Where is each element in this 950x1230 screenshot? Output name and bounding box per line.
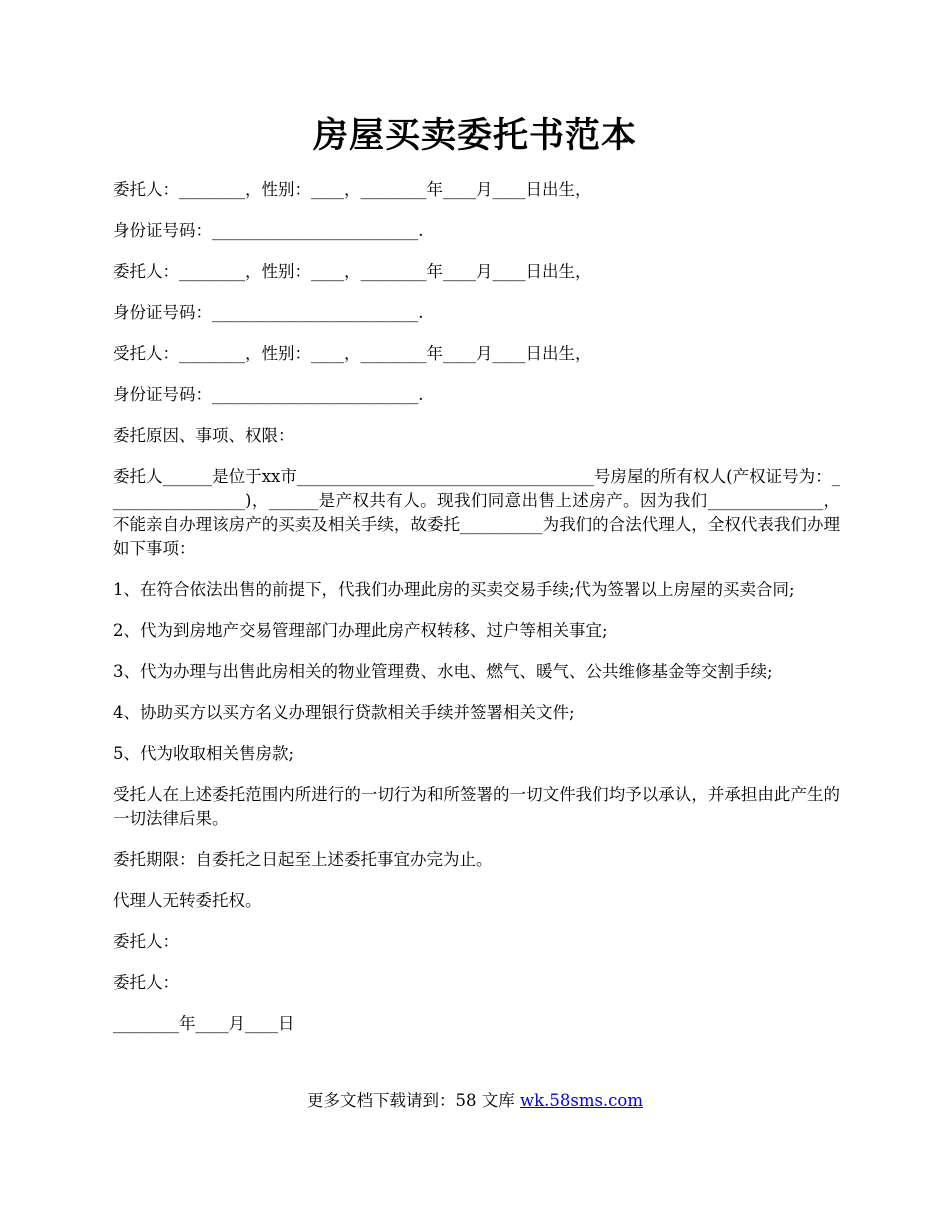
footer bbox=[0, 1089, 950, 1113]
delegation-paragraph: 委托人______是位于xx市____________________________________号房屋的所有权人(产权证号为：_________________)，______是产权共有人。现我们同意出售上述房产。因为我们______________，不能亲自办理该房产的买卖及相关手续，故委托__________为我们的合法代理人，全权代表我们办理如下事项： bbox=[113, 467, 840, 558]
clause-principal-2: 委托人：________，性别：____，________年____月____日出生， bbox=[113, 262, 592, 281]
no-subdelegation: 代理人无转委托权。 bbox=[113, 891, 262, 910]
item-5: 5、代为收取相关售房款; bbox=[113, 744, 295, 763]
id-number-line-3: 身份证号码：_________________________. bbox=[113, 385, 424, 404]
id-number-line-2: 身份证号码：_________________________. bbox=[113, 303, 424, 322]
clause-principal-1: 委托人：________，性别：____，________年____月____日出生， bbox=[113, 180, 592, 199]
item-2: 2、代为到房地产交易管理部门办理此房产权转移、过户等相关事宜; bbox=[113, 621, 608, 640]
term-paragraph: 委托期限：自委托之日起至上述委托事宜办完为止。 bbox=[113, 850, 493, 869]
signature-principal-1: 委托人： bbox=[113, 932, 179, 951]
item-1: 1、在符合依法出售的前提下，代我们办理此房的买卖交易手续;代为签署以上房屋的买卖合同; bbox=[113, 580, 795, 599]
signature-date: ________年____月____日 bbox=[113, 1014, 295, 1033]
footer-link[interactable]: wk.58sms.com bbox=[519, 1091, 643, 1110]
document-title: 房屋买卖委托书范本 bbox=[312, 115, 637, 156]
footer-text: 更多文档下载请到：58 文库 bbox=[306, 1091, 520, 1110]
clause-agent: 受托人：________，性别：____，________年____月____日出生， bbox=[113, 344, 592, 363]
section-heading-reasons: 委托原因、事项、权限： bbox=[113, 426, 295, 445]
signature-principal-2: 委托人： bbox=[113, 973, 179, 992]
item-3: 3、代为办理与出售此房相关的物业管理费、水电、燃气、暖气、公共维修基金等交割手续; bbox=[113, 662, 773, 681]
id-number-line-1: 身份证号码：_________________________. bbox=[113, 221, 424, 240]
item-4: 4、协助买方以买方名义办理银行贷款相关手续并签署相关文件; bbox=[113, 703, 575, 722]
liability-paragraph: 受托人在上述委托范围内所进行的一切行为和所签署的一切文件我们均予以承认，并承担由此产生的一切法律后果。 bbox=[113, 785, 840, 828]
document-body bbox=[113, 178, 840, 1053]
